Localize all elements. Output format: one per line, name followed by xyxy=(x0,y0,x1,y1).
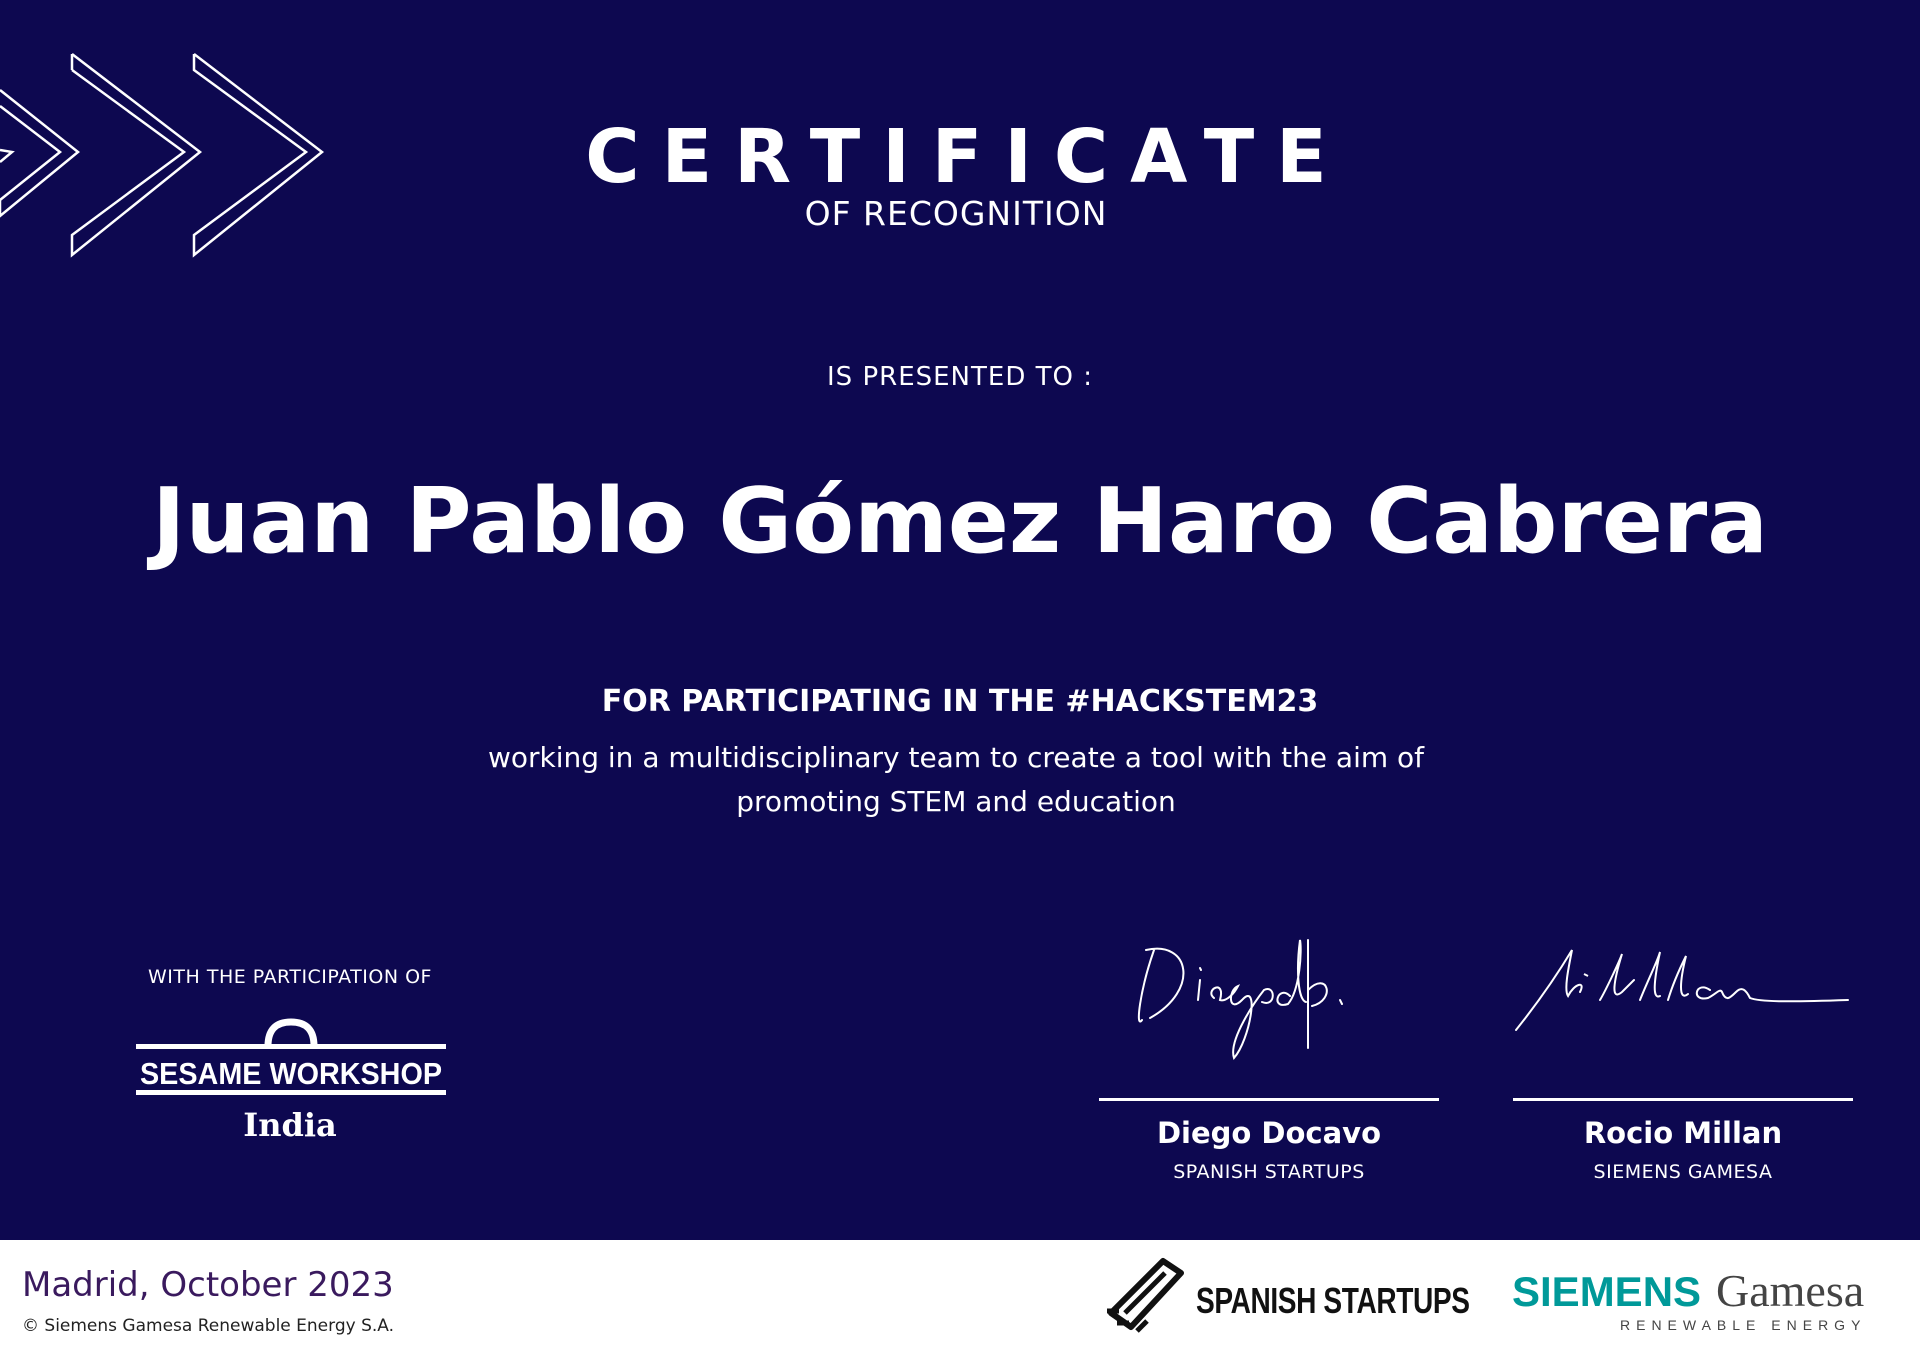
spanish-startups-logo-text: SPANISH STARTUPS xyxy=(1196,1280,1470,1321)
place-date: Madrid, October 2023 xyxy=(22,1265,394,1305)
presented-to-label: IS PRESENTED TO : xyxy=(827,362,1093,392)
signature-rocio xyxy=(1510,940,1850,1040)
sesame-logo-text: SESAME WORKSHOP xyxy=(140,1056,442,1091)
signer-name-1: Diego Docavo xyxy=(1156,1116,1382,1150)
sesame-region: India xyxy=(243,1106,337,1144)
participation-reason: FOR PARTICIPATING IN THE #HACKSTEM23 xyxy=(601,684,1319,719)
recipient-name: Juan Pablo Gómez Haro Cabrera xyxy=(151,469,1768,574)
participation-label: WITH THE PARTICIPATION OF xyxy=(148,966,432,988)
renewable-energy-text: RENEWABLE ENERGY xyxy=(1620,1317,1867,1333)
sesame-workshop-logo xyxy=(136,1018,446,1104)
gamesa-logo-text: Gamesa xyxy=(1716,1265,1865,1316)
description xyxy=(0,736,1912,824)
signer-name-2: Rocio Millan xyxy=(1583,1116,1783,1150)
description-line-2: promoting STEM and education xyxy=(736,785,1176,818)
siemens-logo-text: SIEMENS xyxy=(1512,1268,1702,1315)
description-line-1: working in a multidisciplinary team to create a tool with the aim of xyxy=(487,741,1425,774)
signer-org-1: SPANISH STARTUPS xyxy=(1173,1161,1365,1183)
signature-line-2 xyxy=(1513,1098,1853,1101)
copyright: © Siemens Gamesa Renewable Energy S.A. xyxy=(22,1316,395,1336)
certificate-subtitle: OF RECOGNITION xyxy=(804,194,1108,233)
signature-diego xyxy=(1130,930,1430,1070)
certificate-title: CERTIFICATE xyxy=(585,114,1349,200)
signer-org-2: SIEMENS GAMESA xyxy=(1593,1161,1773,1183)
spanish-startups-pen-icon xyxy=(1103,1253,1193,1333)
signature-line-1 xyxy=(1099,1098,1439,1101)
